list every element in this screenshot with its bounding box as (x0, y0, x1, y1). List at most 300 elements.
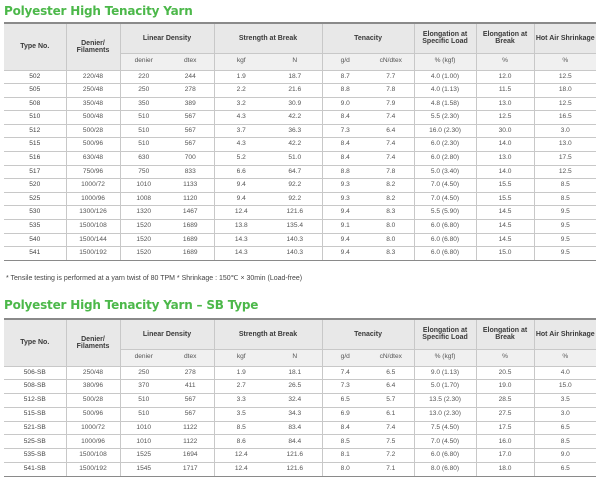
table-cell: 1717 (167, 463, 214, 477)
table-cell: 4.0 (534, 366, 596, 380)
table-cell: 15.0 (534, 380, 596, 394)
table-cell: 7.4 (368, 152, 414, 166)
table-cell: 18.7 (268, 70, 322, 84)
type-no-cell: 508 (4, 97, 66, 111)
table-cell: 14.0 (476, 138, 534, 152)
table-cell: 8.2 (368, 179, 414, 193)
header-elongation-break: Elongation at Break (476, 319, 534, 349)
table-cell: 370 (120, 380, 167, 394)
table-row (4, 220, 596, 234)
table-cell: 7.7 (368, 70, 414, 84)
table-cell: 14.3 (214, 247, 268, 261)
table-cell: 15.5 (476, 192, 534, 206)
table-cell: 750 (120, 165, 167, 179)
table-cell: 9.5 (534, 220, 596, 234)
table-cell: 5.0 (3.40) (414, 165, 476, 179)
table-cell: 12.5 (476, 111, 534, 125)
table-cell: 1500/144 (66, 233, 120, 247)
type-no-cell: 541-SB (4, 463, 66, 477)
table-cell: 84.4 (268, 435, 322, 449)
table-cell: 12.5 (534, 165, 596, 179)
table-cell: 411 (167, 380, 214, 394)
table-cell: 8.8 (322, 84, 368, 98)
type-no-cell: 502 (4, 70, 66, 84)
table-cell: 8.0 (368, 233, 414, 247)
table-cell: 12.4 (214, 449, 268, 463)
table-cell: 9.4 (322, 247, 368, 261)
table-row (4, 435, 596, 449)
table2 (4, 318, 596, 477)
table-cell: 1000/72 (66, 421, 120, 435)
table-row (4, 407, 596, 421)
table-cell: 244 (167, 70, 214, 84)
table-cell: 8.4 (322, 421, 368, 435)
table-cell: 7.0 (4.50) (414, 435, 476, 449)
table-cell: 500/96 (66, 138, 120, 152)
table-cell: 1689 (167, 220, 214, 234)
table-cell: 13.0 (534, 138, 596, 152)
table-cell: 7.1 (368, 463, 414, 477)
table-cell: 4.0 (1.13) (414, 84, 476, 98)
table-cell: 64.7 (268, 165, 322, 179)
table-cell: 11.5 (476, 84, 534, 98)
table-row (4, 97, 596, 111)
table-cell: 13.0 (2.30) (414, 407, 476, 421)
table-cell: 6.0 (6.80) (414, 449, 476, 463)
unit-cell: cN/dtex (368, 349, 414, 366)
table-cell: 8.0 (322, 463, 368, 477)
table-cell: 389 (167, 97, 214, 111)
table-cell: 5.2 (214, 152, 268, 166)
table-cell: 7.4 (368, 138, 414, 152)
table-cell: 220/48 (66, 70, 120, 84)
table-cell: 121.6 (268, 449, 322, 463)
table-cell: 3.3 (214, 394, 268, 408)
table-cell: 20.5 (476, 366, 534, 380)
table-cell: 8.2 (368, 192, 414, 206)
table-cell: 8.4 (322, 152, 368, 166)
unit-cell: N (268, 349, 322, 366)
table-cell: 9.3 (322, 179, 368, 193)
table-cell: 9.3 (322, 192, 368, 206)
table-cell: 5.5 (2.30) (414, 111, 476, 125)
header-linear-density: Linear Density (120, 23, 214, 53)
header-elongation-specific: Elongation at Specific Load (414, 23, 476, 53)
table-cell: 7.3 (322, 124, 368, 138)
table-cell: 1300/126 (66, 206, 120, 220)
table-cell: 6.0 (2.30) (414, 138, 476, 152)
table-cell: 135.4 (268, 220, 322, 234)
table-cell: 2.7 (214, 380, 268, 394)
table-cell: 6.0 (2.80) (414, 152, 476, 166)
table-row (4, 449, 596, 463)
header-hot-air-shrinkage: Hot Air Shrinkage (534, 319, 596, 349)
table-cell: 27.5 (476, 407, 534, 421)
table-cell: 1008 (120, 192, 167, 206)
table-cell: 510 (120, 407, 167, 421)
table-cell: 83.4 (268, 421, 322, 435)
table-cell: 500/48 (66, 111, 120, 125)
table-cell: 7.2 (368, 449, 414, 463)
table-cell: 1320 (120, 206, 167, 220)
table-cell: 1467 (167, 206, 214, 220)
table-row (4, 111, 596, 125)
table-cell: 3.0 (534, 124, 596, 138)
type-no-cell: 530 (4, 206, 66, 220)
table-row (4, 247, 596, 261)
type-no-cell: 512-SB (4, 394, 66, 408)
type-no-cell: 510 (4, 111, 66, 125)
unit-cell: denier (120, 349, 167, 366)
unit-cell: % (476, 349, 534, 366)
unit-cell: % (kgf) (414, 349, 476, 366)
table-cell: 6.9 (322, 407, 368, 421)
header-linear-density: Linear Density (120, 319, 214, 349)
table-cell: 13.5 (2.30) (414, 394, 476, 408)
table-row (4, 165, 596, 179)
table-cell: 9.5 (534, 206, 596, 220)
table-cell: 500/28 (66, 124, 120, 138)
header-strength-at-break: Strength at Break (214, 23, 322, 53)
table-cell: 1010 (120, 421, 167, 435)
table-cell: 8.3 (368, 247, 414, 261)
table-cell: 16.0 (2.30) (414, 124, 476, 138)
table-cell: 7.8 (368, 84, 414, 98)
table-cell: 51.0 (268, 152, 322, 166)
table-cell: 630 (120, 152, 167, 166)
type-no-cell: 535 (4, 220, 66, 234)
table-cell: 6.5 (534, 421, 596, 435)
table-row (4, 380, 596, 394)
table-cell: 9.0 (322, 97, 368, 111)
table-cell: 250/48 (66, 84, 120, 98)
table-cell: 1689 (167, 247, 214, 261)
type-no-cell: 525-SB (4, 435, 66, 449)
table-cell: 1500/192 (66, 247, 120, 261)
type-no-cell: 541 (4, 247, 66, 261)
table-cell: 17.5 (476, 421, 534, 435)
table-cell: 30.9 (268, 97, 322, 111)
table-row (4, 233, 596, 247)
table-cell: 1000/96 (66, 192, 120, 206)
table-cell: 6.5 (322, 394, 368, 408)
table-cell: 4.3 (214, 138, 268, 152)
table-cell: 3.0 (534, 407, 596, 421)
footnote: * Tensile testing is performed at a yarn twist of 80 TPM * Shrinkage : 150℃ × 30min (Load-free) (6, 275, 303, 282)
table-cell: 12.0 (476, 70, 534, 84)
table-row (4, 366, 596, 380)
table-cell: 567 (167, 407, 214, 421)
table1-body (4, 70, 596, 260)
unit-cell: % (476, 53, 534, 70)
table-cell: 833 (167, 165, 214, 179)
header-hot-air-shrinkage: Hot Air Shrinkage (534, 23, 596, 53)
table-cell: 18.0 (476, 463, 534, 477)
type-no-cell: 506-SB (4, 366, 66, 380)
table-cell: 7.4 (368, 111, 414, 125)
table-cell: 8.5 (322, 435, 368, 449)
table-cell: 16.0 (476, 435, 534, 449)
unit-cell: N (268, 53, 322, 70)
table-cell: 6.0 (6.80) (414, 233, 476, 247)
table-cell: 12.4 (214, 206, 268, 220)
table-cell: 1545 (120, 463, 167, 477)
table-cell: 8.5 (534, 179, 596, 193)
table-cell: 4.8 (1.58) (414, 97, 476, 111)
table-cell: 92.2 (268, 179, 322, 193)
table-cell: 17.5 (534, 152, 596, 166)
type-no-cell: 515 (4, 138, 66, 152)
table-cell: 278 (167, 366, 214, 380)
table-cell: 2.2 (214, 84, 268, 98)
table-cell: 278 (167, 84, 214, 98)
unit-cell: % (kgf) (414, 53, 476, 70)
header-tenacity: Tenacity (322, 319, 414, 349)
table-cell: 8.3 (368, 206, 414, 220)
table-cell: 500/28 (66, 394, 120, 408)
table-cell: 14.0 (476, 165, 534, 179)
table-cell: 18.0 (534, 84, 596, 98)
table-cell: 9.4 (322, 233, 368, 247)
table-cell: 42.2 (268, 111, 322, 125)
header-elongation-break: Elongation at Break (476, 23, 534, 53)
type-no-cell: 540 (4, 233, 66, 247)
unit-cell: dtex (167, 53, 214, 70)
table-cell: 8.1 (322, 449, 368, 463)
table-cell: 1520 (120, 233, 167, 247)
table-cell: 1689 (167, 233, 214, 247)
table-row (4, 152, 596, 166)
table-cell: 8.4 (322, 138, 368, 152)
table-cell: 42.2 (268, 138, 322, 152)
table-cell: 26.5 (268, 380, 322, 394)
table-cell: 1520 (120, 220, 167, 234)
table1-title: Polyester High Tenacity Yarn (4, 4, 193, 18)
table-cell: 700 (167, 152, 214, 166)
table-cell: 7.3 (322, 380, 368, 394)
table-cell: 15.5 (476, 179, 534, 193)
table-row (4, 138, 596, 152)
table-cell: 18.1 (268, 366, 322, 380)
table-cell: 1010 (120, 435, 167, 449)
table-cell: 630/48 (66, 152, 120, 166)
table-cell: 8.4 (322, 111, 368, 125)
table-row (4, 179, 596, 193)
unit-cell: cN/dtex (368, 53, 414, 70)
table-cell: 6.0 (6.80) (414, 247, 476, 261)
table-cell: 14.5 (476, 206, 534, 220)
table-cell: 350/48 (66, 97, 120, 111)
table-cell: 567 (167, 111, 214, 125)
table-cell: 6.0 (6.80) (414, 220, 476, 234)
table-cell: 32.4 (268, 394, 322, 408)
header-type-no: Type No. (4, 23, 66, 70)
table-cell: 4.0 (1.00) (414, 70, 476, 84)
table-row (4, 463, 596, 477)
unit-cell: kgf (214, 349, 268, 366)
table-cell: 3.5 (534, 394, 596, 408)
table-cell: 8.5 (214, 421, 268, 435)
table-cell: 5.5 (5.90) (414, 206, 476, 220)
table-cell: 12.5 (534, 70, 596, 84)
table-cell: 9.5 (534, 233, 596, 247)
table-cell: 6.4 (368, 380, 414, 394)
table-cell: 510 (120, 124, 167, 138)
table-cell: 13.0 (476, 152, 534, 166)
table-cell: 1694 (167, 449, 214, 463)
table-cell: 9.5 (534, 247, 596, 261)
table-cell: 8.7 (322, 70, 368, 84)
table-cell: 1500/108 (66, 220, 120, 234)
table-cell: 1500/108 (66, 449, 120, 463)
table-row (4, 394, 596, 408)
table-row (4, 84, 596, 98)
table-cell: 500/96 (66, 407, 120, 421)
table-cell: 1000/96 (66, 435, 120, 449)
header-elongation-specific: Elongation at Specific Load (414, 319, 476, 349)
table-cell: 567 (167, 124, 214, 138)
table-cell: 13.8 (214, 220, 268, 234)
table2-body (4, 366, 596, 476)
type-no-cell: 512 (4, 124, 66, 138)
table-cell: 13.0 (476, 97, 534, 111)
table-cell: 17.0 (476, 449, 534, 463)
table-cell: 9.4 (214, 192, 268, 206)
table-cell: 1500/192 (66, 463, 120, 477)
table-cell: 380/96 (66, 380, 120, 394)
table-cell: 567 (167, 394, 214, 408)
table-cell: 6.5 (368, 366, 414, 380)
table-cell: 7.4 (368, 421, 414, 435)
table-cell: 510 (120, 138, 167, 152)
table2-title: Polyester High Tenacity Yarn – SB Type (4, 298, 259, 312)
unit-cell: % (534, 349, 596, 366)
table-cell: 3.5 (214, 407, 268, 421)
table-cell: 7.5 (4.50) (414, 421, 476, 435)
table-cell: 8.0 (368, 220, 414, 234)
table-cell: 1.9 (214, 70, 268, 84)
table-cell: 8.8 (322, 165, 368, 179)
table-cell: 8.5 (534, 435, 596, 449)
table-cell: 9.0 (534, 449, 596, 463)
table-cell: 1122 (167, 421, 214, 435)
table-cell: 3.2 (214, 97, 268, 111)
table-cell: 220 (120, 70, 167, 84)
table-cell: 7.4 (322, 366, 368, 380)
table-row (4, 70, 596, 84)
table-cell: 121.6 (268, 463, 322, 477)
table-cell: 250 (120, 366, 167, 380)
type-no-cell: 525 (4, 192, 66, 206)
unit-cell: % (534, 53, 596, 70)
table-cell: 3.7 (214, 124, 268, 138)
table-cell: 9.4 (214, 179, 268, 193)
table-cell: 8.6 (214, 435, 268, 449)
table-cell: 12.4 (214, 463, 268, 477)
table-cell: 5.7 (368, 394, 414, 408)
table-cell: 9.1 (322, 220, 368, 234)
type-no-cell: 505 (4, 84, 66, 98)
type-no-cell: 521-SB (4, 421, 66, 435)
table-cell: 19.0 (476, 380, 534, 394)
type-no-cell: 508-SB (4, 380, 66, 394)
unit-cell: kgf (214, 53, 268, 70)
table-cell: 1133 (167, 179, 214, 193)
type-no-cell: 535-SB (4, 449, 66, 463)
table-cell: 1.9 (214, 366, 268, 380)
table-cell: 510 (120, 394, 167, 408)
table-cell: 9.0 (1.13) (414, 366, 476, 380)
table-cell: 6.5 (534, 463, 596, 477)
table-cell: 14.5 (476, 220, 534, 234)
table-cell: 15.0 (476, 247, 534, 261)
table-cell: 121.6 (268, 206, 322, 220)
header-strength-at-break: Strength at Break (214, 319, 322, 349)
table-cell: 6.1 (368, 407, 414, 421)
type-no-cell: 517 (4, 165, 66, 179)
table-cell: 9.4 (322, 206, 368, 220)
type-no-cell: 520 (4, 179, 66, 193)
table-cell: 36.3 (268, 124, 322, 138)
table-cell: 21.6 (268, 84, 322, 98)
unit-cell: g/d (322, 349, 368, 366)
table-row (4, 124, 596, 138)
table-cell: 750/96 (66, 165, 120, 179)
type-no-cell: 516 (4, 152, 66, 166)
table-cell: 1525 (120, 449, 167, 463)
table-cell: 4.3 (214, 111, 268, 125)
table-cell: 7.0 (4.50) (414, 192, 476, 206)
table-cell: 6.4 (368, 124, 414, 138)
unit-cell: dtex (167, 349, 214, 366)
table-cell: 7.9 (368, 97, 414, 111)
table-cell: 8.0 (6.80) (414, 463, 476, 477)
table-cell: 140.3 (268, 247, 322, 261)
unit-cell: denier (120, 53, 167, 70)
table-cell: 7.0 (4.50) (414, 179, 476, 193)
unit-cell: g/d (322, 53, 368, 70)
table-cell: 30.0 (476, 124, 534, 138)
header-denier-filaments: Denier/ Filaments (66, 23, 120, 70)
header-type-no: Type No. (4, 319, 66, 366)
table-row (4, 421, 596, 435)
type-no-cell: 515-SB (4, 407, 66, 421)
table-cell: 34.3 (268, 407, 322, 421)
table-cell: 6.6 (214, 165, 268, 179)
table-cell: 1520 (120, 247, 167, 261)
table-cell: 250/48 (66, 366, 120, 380)
table-cell: 1010 (120, 179, 167, 193)
table-cell: 1120 (167, 192, 214, 206)
table1 (4, 22, 596, 261)
table-cell: 7.8 (368, 165, 414, 179)
table-cell: 16.5 (534, 111, 596, 125)
header-denier-filaments: Denier/ Filaments (66, 319, 120, 366)
table-cell: 14.5 (476, 233, 534, 247)
table-cell: 250 (120, 84, 167, 98)
table-cell: 1122 (167, 435, 214, 449)
table-cell: 12.5 (534, 97, 596, 111)
header-tenacity: Tenacity (322, 23, 414, 53)
table-cell: 14.3 (214, 233, 268, 247)
table-row (4, 206, 596, 220)
table-cell: 350 (120, 97, 167, 111)
table-cell: 28.5 (476, 394, 534, 408)
table-cell: 5.0 (1.70) (414, 380, 476, 394)
table-cell: 1000/72 (66, 179, 120, 193)
table-row (4, 192, 596, 206)
table-cell: 567 (167, 138, 214, 152)
